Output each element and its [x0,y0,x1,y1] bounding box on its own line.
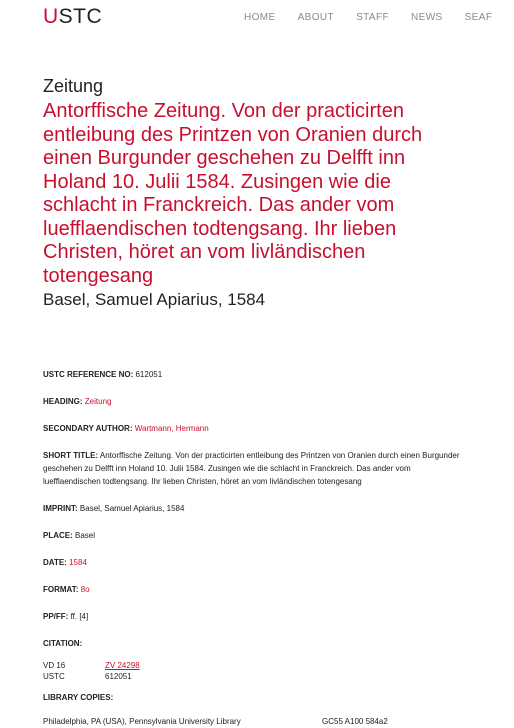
citation-label: CITATION: [43,639,83,648]
field-format [43,583,463,596]
heading-link[interactable]: Zeitung [84,397,112,406]
main-nav [244,12,514,23]
ppff-label: PP/FF: [43,612,69,621]
field-heading [43,395,463,408]
ppff-value: ff. [4] [70,612,89,621]
format-label: FORMAT: [43,585,79,594]
format-link[interactable]: 8o [80,585,90,594]
field-imprint [43,502,463,515]
record-header [43,76,458,310]
nav-staff[interactable]: STAFF [356,12,389,23]
nav-about[interactable]: ABOUT [297,12,335,23]
short-title-value: Antorffische Zeitung. Von der practicirten entleibung des Printzen von Oranien durch einen Burgunder geschehen zu Delfft inn Holand 10. Julii 1584. Zusingen wie die schlacht in Franckreich. Das ander vom luefflaendischen todtengsang. Ihr lieben Christen, höret an vom livländischen totengesang [43,451,460,486]
logo-u: U [43,5,59,28]
nav-news[interactable]: NEWS [411,12,443,23]
ustc-logo[interactable] [43,5,102,29]
place-label: PLACE: [43,531,73,540]
secondary-author-label: SECONDARY AUTHOR: [43,424,133,433]
field-date [43,556,463,569]
field-short-title [43,449,463,488]
heading-label: HEADING: [43,397,83,406]
secondary-author-link[interactable]: Wartmann, Hermann [134,424,209,433]
record-imprint: Basel, Samuel Apiarius, 1584 [43,290,266,309]
reference-value: 612051 [135,370,163,379]
imprint-value: Basel, Samuel Apiarius, 1584 [79,504,185,513]
imprint-label: IMPRINT: [43,504,78,513]
short-title-label: SHORT TITLE: [43,451,99,460]
citation-source: VD 16 [43,661,66,670]
nav-home[interactable]: HOME [244,12,276,23]
field-ppff [43,610,463,623]
reference-label: USTC REFERENCE NO: [43,370,134,379]
citation-source: USTC [43,672,65,681]
field-secondary-author [43,422,463,435]
site-header [0,0,493,40]
record-fields [43,368,463,728]
field-library-copies [43,691,463,704]
record-title: Antorffische Zeitung. Von der practicirten entleibung des Printzen von Oranien durch einen Burgunder geschehen zu Delfft inn Holand 10. Julii 1584. Zusingen wie die schlacht in Franckreich. Das ander vom luefflaendischen todtengsang. Ihr lieben Christen, höret an vom livländischen totengesang [43,100,423,287]
citation-row [43,671,463,682]
citation-table [43,660,463,682]
record-type: Zeitung [43,76,104,96]
nav-search[interactable]: SEAF [464,12,493,23]
date-label: DATE: [43,558,67,567]
citation-ref: 612051 [105,672,132,681]
place-value: Basel [75,531,96,540]
field-place [43,529,463,542]
citation-ref-link[interactable]: ZV 24298 [105,661,140,670]
citation-row [43,660,463,671]
library-copy-row [43,716,463,728]
library-name: Philadelphia, PA (USA), Pennsylvania University Library [43,717,241,726]
field-reference [43,368,463,381]
library-shelfmark: GC55 A100 584a2 [322,717,388,726]
library-copies-label: LIBRARY COPIES: [43,693,114,702]
logo-rest: STC [58,5,103,28]
field-citation [43,637,463,650]
date-link[interactable]: 1584 [69,558,87,567]
